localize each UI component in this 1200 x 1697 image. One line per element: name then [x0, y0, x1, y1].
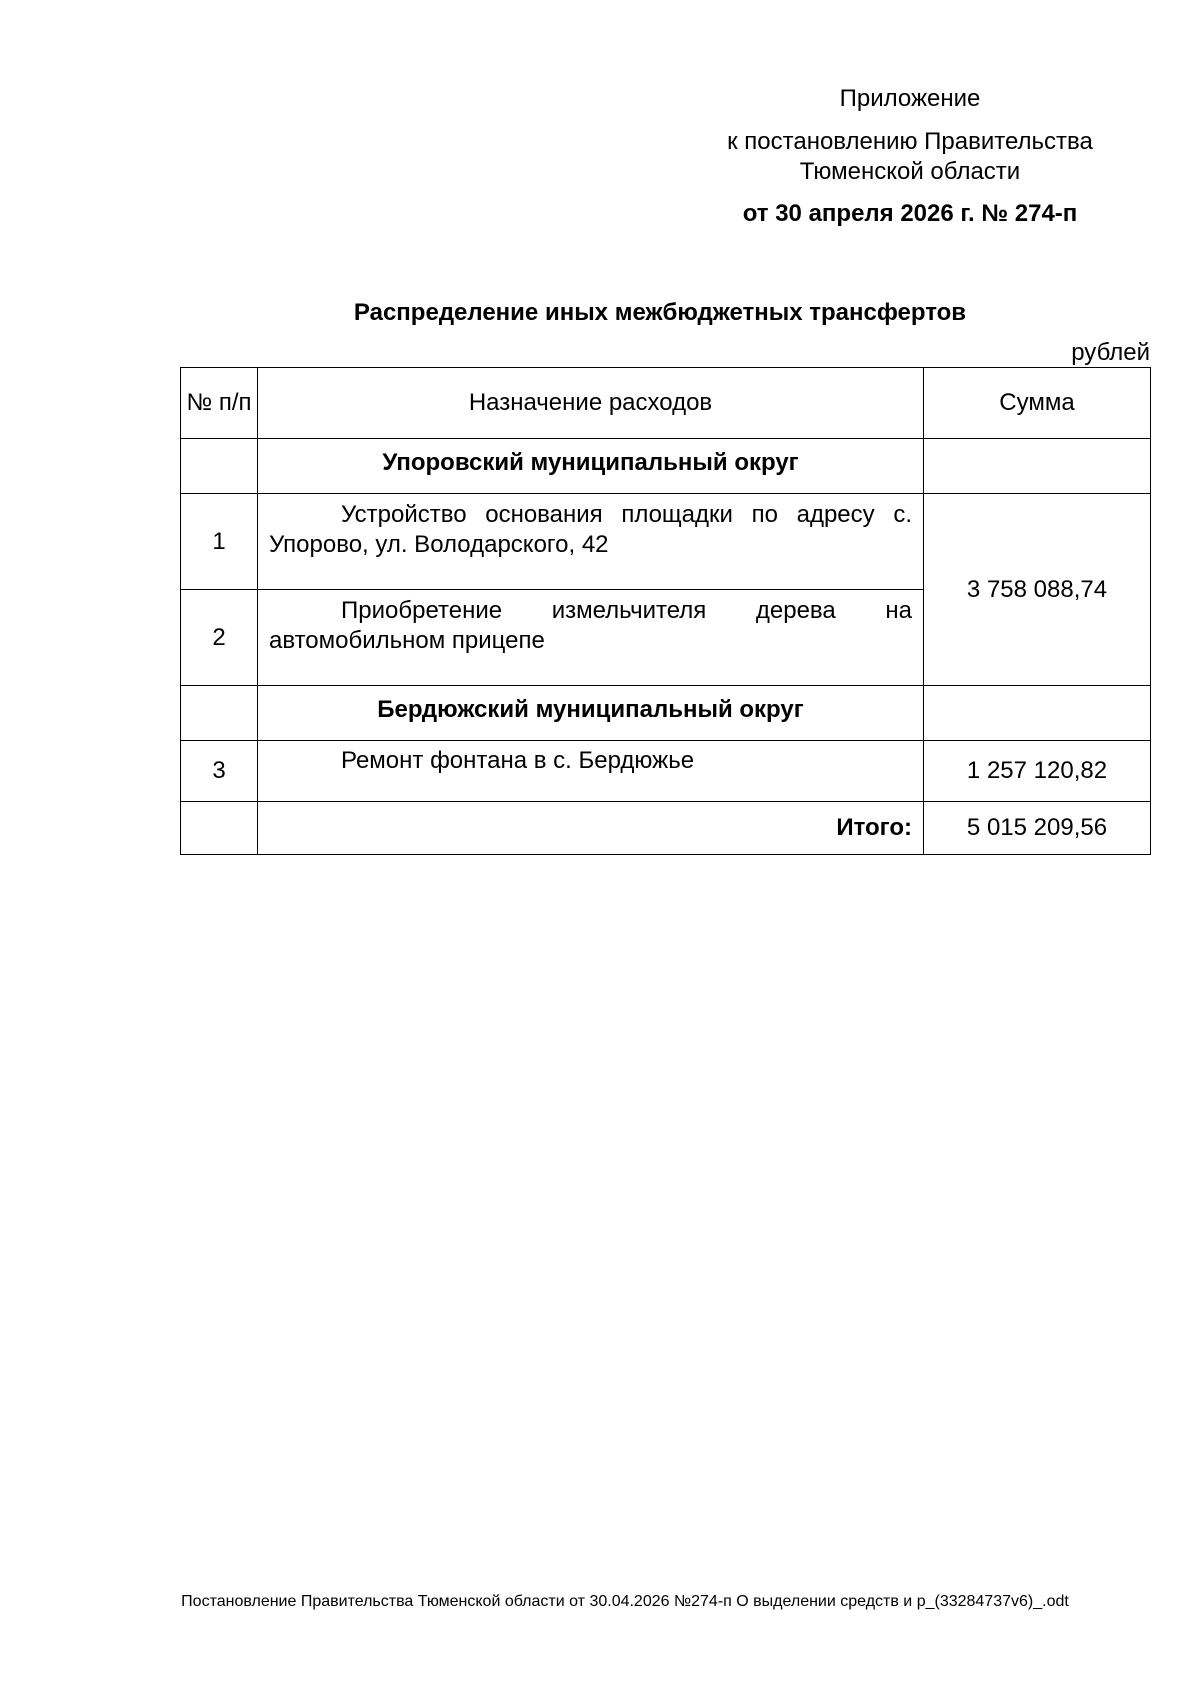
header-sum: Сумма	[924, 368, 1151, 439]
group-name: Упоровский муниципальный округ	[258, 439, 924, 494]
appendix-line-1: к постановлению Правительства	[727, 128, 1093, 155]
total-num-cell	[181, 802, 258, 855]
appendix-title: Приложение	[839, 85, 981, 112]
total-label: Итого:	[258, 802, 924, 855]
row-num: 1	[181, 494, 258, 590]
table-row	[181, 494, 1151, 590]
total-row	[181, 802, 1151, 855]
group-num-cell	[181, 686, 258, 741]
row-sum: 3 758 088,74	[924, 494, 1151, 686]
transfers-table	[180, 367, 1151, 855]
header-num: № п/п	[181, 368, 258, 439]
total-value: 5 015 209,56	[924, 802, 1151, 855]
group-sum-cell	[924, 686, 1151, 741]
document-title: Распределение иных межбюджетных трансфертов	[353, 299, 967, 326]
document-footer: Постановление Правительства Тюменской области от 30.04.2026 №274-п О выделении средств и р_(33284737v6)_.odt	[181, 1593, 1069, 1610]
row-purpose: Ремонт фонтана в с. Бердюжье	[258, 741, 924, 802]
group-name: Бердюжский муниципальный округ	[258, 686, 924, 741]
row-num: 3	[181, 741, 258, 802]
table-header-row	[181, 368, 1151, 439]
group-row	[181, 686, 1151, 741]
header-purpose: Назначение расходов	[258, 368, 924, 439]
group-sum-cell	[924, 439, 1151, 494]
group-num-cell	[181, 439, 258, 494]
appendix-decree-date: от 30 апреля 2026 г. № 274-п	[742, 200, 1078, 227]
row-num: 2	[181, 590, 258, 686]
appendix-line-2: Тюменской области	[799, 158, 1021, 185]
row-sum: 1 257 120,82	[924, 741, 1151, 802]
table-row	[181, 741, 1151, 802]
group-row	[181, 439, 1151, 494]
currency-unit: рублей	[1071, 339, 1150, 366]
row-purpose: Устройство основания площадки по адресу с. Упорово, ул. Володарского, 42	[258, 494, 924, 590]
row-purpose: Приобретение измельчителя дерева на автомобильном прицепе	[258, 590, 924, 686]
